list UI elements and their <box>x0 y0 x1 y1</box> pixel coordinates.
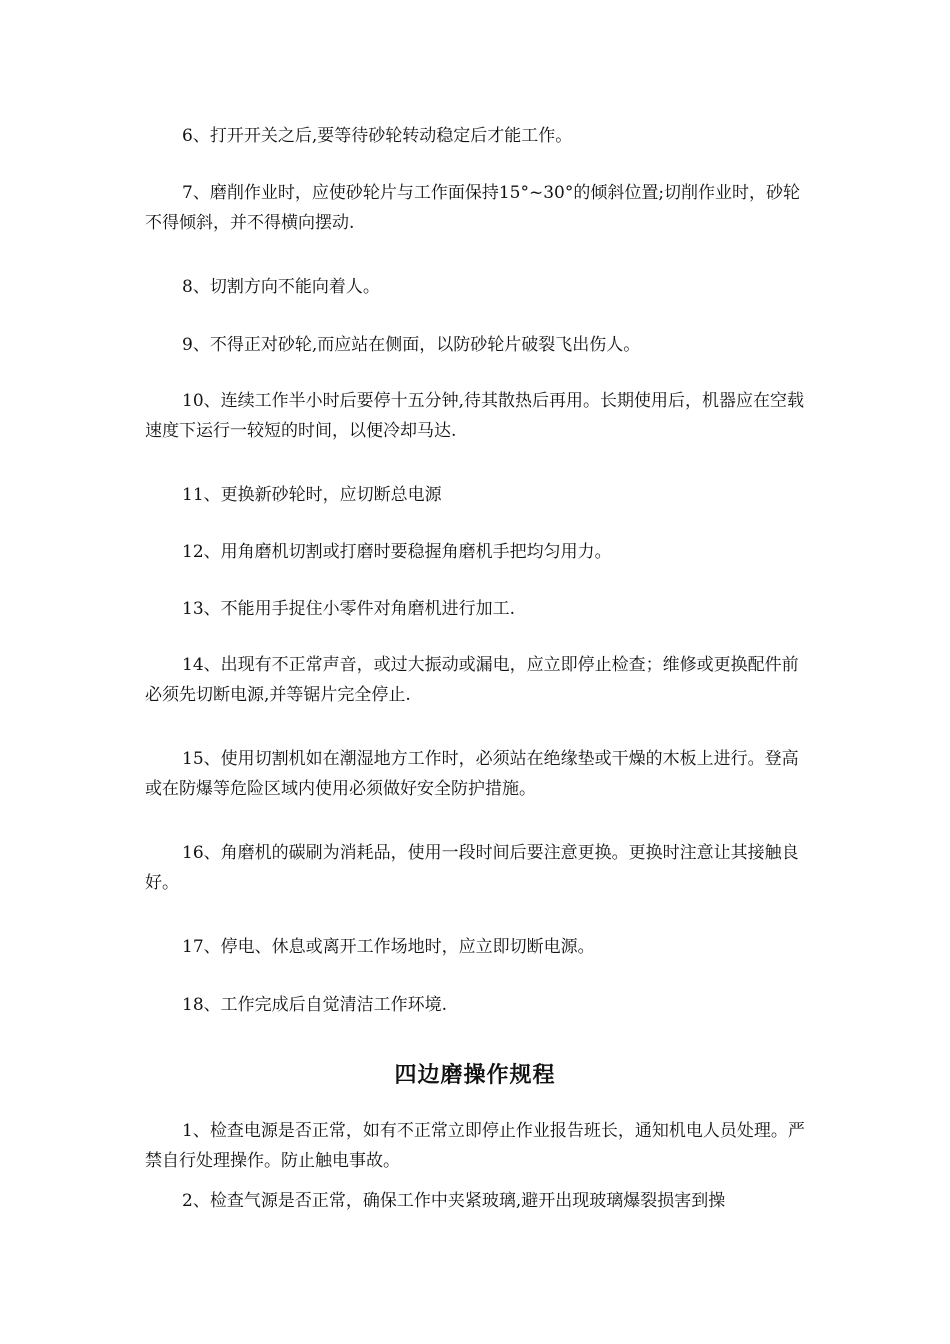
list-item: 17、停电、休息或离开工作场地时，应立即切断电源。 <box>182 937 595 957</box>
list-item: 1、检查电源是否正常，如有不正常立即停止作业报告班长，通知机电人员处理。严禁自行处理操作。防止触电事故。 <box>145 1121 805 1171</box>
section-title: 四边磨操作规程 <box>394 1062 556 1088</box>
list-item: 10、连续工作半小时后要停十五分钟,待其散热后再用。长期使用后，机器应在空载速度下运行一较短的时间，以便冷却马达. <box>145 391 805 441</box>
list-item: 8、切割方向不能向着人。 <box>182 277 380 297</box>
list-item: 2、检查气源是否正常，确保工作中夹紧玻璃,避开出现玻璃爆裂损害到操 <box>182 1191 726 1211</box>
list-item: 16、角磨机的碳刷为消耗品，使用一段时间后要注意更换。更换时注意让其接触良好。 <box>145 843 799 893</box>
list-item: 6、打开开关之后,要等待砂轮转动稳定后才能工作。 <box>182 126 573 146</box>
list-item: 15、使用切割机如在潮湿地方工作时，必须站在绝缘垫或干燥的木板上进行。登高或在防爆等危险区域内使用必须做好安全防护措施。 <box>145 749 799 799</box>
list-item: 9、不得正对砂轮,而应站在侧面，以防砂轮片破裂飞出伤人。 <box>182 335 641 355</box>
list-item: 7、磨削作业时，应使砂轮片与工作面保持15°~30°的倾斜位置;切削作业时，砂轮不得倾斜，并不得横向摆动. <box>145 183 801 233</box>
list-item: 13、不能用手捉住小零件对角磨机进行加工. <box>182 599 516 619</box>
list-item: 18、工作完成后自觉清洁工作环境. <box>182 995 448 1015</box>
list-item: 14、出现有不正常声音，或过大振动或漏电，应立即停止检查；维修或更换配件前必须先切断电源,并等锯片完全停止. <box>145 655 799 705</box>
list-item: 11、更换新砂轮时，应切断总电源 <box>182 485 442 505</box>
list-item: 12、用角磨机切割或打磨时要稳握角磨机手把均匀用力。 <box>182 542 612 562</box>
